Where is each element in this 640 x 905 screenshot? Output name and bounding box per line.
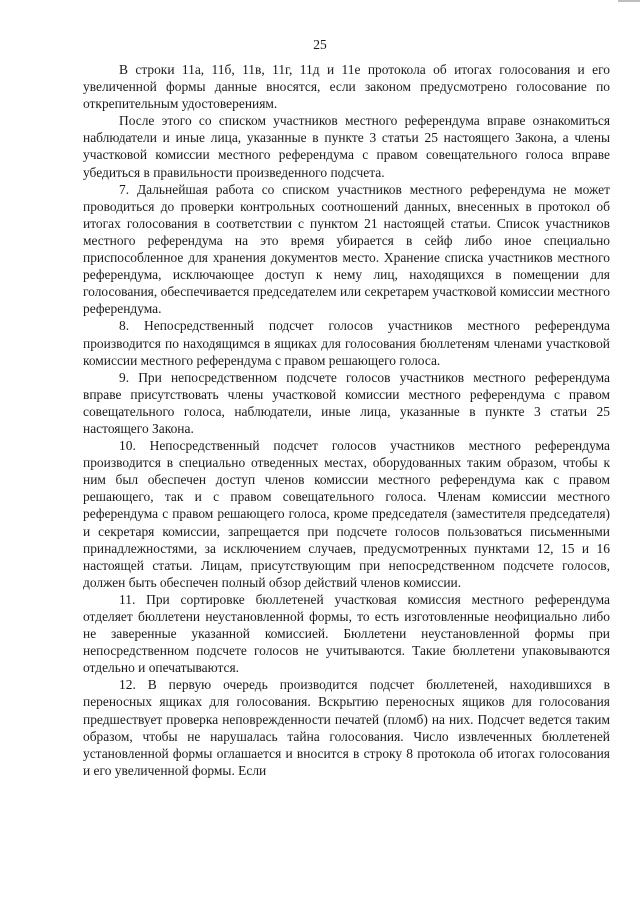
paragraph-lines-11: В строки 11а, 11б, 11в, 11г, 11д и 11е протокола об итогах голосования и его увеличенной формы данные вносятся, если законом предусмотрено голосование по открепительным удостоверениям. (83, 62, 610, 112)
page-number: 25 (313, 37, 327, 52)
paragraph-12: 12. В первую очередь производится подсчет бюллетеней, находившихся в переносных ящиках для голосования. Вскрытию переносных ящиков для голосования предшествует проверка неповрежденности печатей (пломб) на них. Подсчет ведется таким образом, чтобы не нарушалась тайна голосования. Число извлеченных бюллетеней установленной формы оглашается и вносится в строку 8 протокола об итогах голосования и его увеличенной формы. Если (83, 677, 610, 778)
paragraph-review-list: После этого со списком участников местного референдума вправе ознакомиться наблюдатели и иные лица, указанные в пункте 3 статьи 25 настоящего Закона, а члены участковой комиссии местного референдума с правом совещательного голоса вправе убедиться в правильности произведенного подсчета. (83, 113, 610, 180)
scan-edge-mark (618, 0, 640, 2)
paragraph-9: 9. При непосредственном подсчете голосов участников местного референдума вправе присутствовать члены участковой комиссии местного референдума с правом совещательного голоса, наблюдатели, иные лица, указанные в пункте 3 статьи 25 настоящего Закона. (83, 369, 610, 436)
paragraph-7: 7. Дальнейшая работа со списком участников местного референдума не может проводиться до проверки контрольных соотношений данных, внесенных в протокол об итогах голосования в соответствии с пунктом 21 настоящей статьи. Список участников местного референдума на это время убирается в сейф либо иное специально приспособленное для хранения документов место. Хранение списка участников местного референдума, исключающее доступ к нему лиц, находящихся в помещении для голосования, обеспечивается председателем или секретарем участковой комиссии местного референдума. (83, 181, 610, 317)
paragraph-8: 8. Непосредственный подсчет голосов участников местного референдума производится по находящимся в ящиках для голосования бюллетеням членами участковой комиссии местного референдума с правом решающего голоса. (83, 318, 610, 368)
paragraph-10: 10. Непосредственный подсчет голосов участников местного референдума производится в специально отведенных местах, оборудованных таким образом, чтобы к ним был обеспечен доступ членов комиссии местного референдума как с правом решающего, так и с правом совещательного голоса. Членам комиссии местного референдума с правом решающего голоса, кроме председателя (заместителя председателя) и секретаря комиссии, запрещается при подсчете голосов пользоваться письменными принадлежностями, за исключением случаев, предусмотренных пунктами 12, 15 и 16 настоящей статьи. Лицам, присутствующим при непосредственном подсчете голосов, должен быть обеспечен полный обзор действий членов комиссии. (83, 438, 610, 590)
paragraph-11: 11. При сортировке бюллетеней участковая комиссия местного референдума отделяет бюллетени неустановленной формы, то есть изготовленные неофициально либо не заверенные указанной комиссией. Бюллетени неустановленной формы при непосредственном подсчете голосов не учитываются. Такие бюллетени упаковываются отдельно и опечатываются. (83, 591, 610, 676)
document-body (83, 61, 610, 779)
